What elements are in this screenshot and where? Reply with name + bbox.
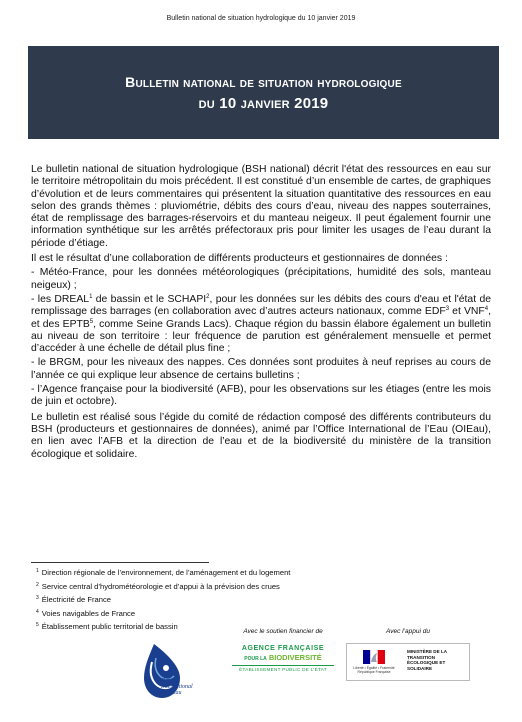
footnote-text: Service central d’hydrométéorologie et d’appui à la prévision des crues [41, 581, 280, 591]
title-line-2: du 10 janvier 2019 [198, 94, 329, 112]
afb-line-2-big: BIODIVERSITÉ [268, 653, 322, 662]
dreal-text-6: , comme Seine Grands Lacs). Chaque région du bassin élabore également un bulletin au niveau de son territoire : leur fréquence de parution est généralement mensuelle et permet d’accéder à une échelle de détail plus fine ; [31, 318, 491, 355]
oieau-line-3: de l’Eau [161, 690, 182, 696]
oieau-line-2: International [161, 684, 193, 690]
afb-line-2 [232, 653, 334, 664]
list-item-meteo: - Météo-France, pour les données météorologiques (précipitations, humidité des sols, manteau neigeux) ; [31, 267, 491, 291]
dreal-text-2: de bassin et le SCHAPI [92, 293, 207, 305]
footnote-text: Établissement public territorial de bassin [41, 622, 178, 632]
footnote-ref-1: 1 [89, 293, 93, 300]
motto-line-1: Liberté • Égalité • Fraternité [353, 666, 395, 670]
body-text [31, 164, 491, 463]
oieau-line-1: Office [161, 677, 178, 684]
footnote-text: Électricité de France [41, 595, 111, 605]
afb-line-3: ÉTABLISSEMENT PUBLIC DE L’ÉTAT [232, 665, 334, 674]
footnote [36, 566, 496, 580]
dreal-text-4: et VNF [449, 306, 485, 318]
running-header: Bulletin national de situation hydrologique du 10 janvier 2019 [166, 15, 356, 22]
afb-line-1: AGENCE FRANÇAISE [241, 645, 325, 652]
intro-paragraph: Le bulletin national de situation hydrologique (BSH national) décrit l'état des ressources en eau sur le territoire métropolitain du mois précédent. Il est constitué d’un ensemble de cartes, de graphiques d’évolution et de leurs commentaires qui présentent la situation quantitative des ressources en eau selon des grands thèmes : pluviométrie, débits des cours d’eau, niveau des nappes souterraines, état de remplissage des barrages-réservoirs et du manteau neigeux. Il peut également fournir une information synthétique sur les arrêtés préfectoraux pris pour limiter les usages de l’eau durant la période d’étiage. [31, 164, 491, 249]
footnote-number: 2 [36, 581, 39, 588]
footnote [36, 607, 496, 621]
motto-line-2: République Française [357, 670, 391, 674]
title-banner [28, 46, 499, 139]
footnote-number: 4 [36, 608, 39, 615]
afb-logo [232, 645, 334, 675]
footnote-number: 1 [36, 568, 39, 574]
dreal-text-3: , pour les données sur les débits des cours d'eau et l'état de remplissage des barrages (en collaboration avec d’autres acteurs nationaux, comme EDF [31, 293, 491, 318]
list-item-brgm: - le BRGM, pour les niveaux des nappes. Ces données sont produites à neuf reprises au cours de l’année ce qui explique leur absence de certains bulletins ; [31, 357, 491, 381]
list-item-dreal [31, 294, 491, 355]
afb-line-2-small: POUR LA [244, 656, 267, 662]
conclusion-paragraph: Le bulletin est réalisé sous l’égide du comité de rédaction composé des différents contributeurs du BSH (producteurs et gestionnaires de données), animé par l’Office International de l’Eau (OIEau), en lien avec l’AFB et la direction de l’eau et de la biodiversité du ministère de la transition écologique et solidaire. [31, 411, 491, 460]
marianne-flag-icon [363, 650, 385, 664]
footnote-text: Direction régionale de l’environnement, de l’aménagement et du logement [41, 568, 291, 577]
footnote-number: 5 [36, 622, 39, 629]
title-line-1: Bulletin national de situation hydrologique [125, 73, 402, 90]
footnote-ref-4: 4 [484, 306, 489, 313]
footnote-text: Voies navigables de France [41, 608, 136, 618]
footnote-ref-5: 5 [89, 318, 94, 325]
footnote-divider [31, 562, 209, 563]
ministere-logo [346, 643, 470, 681]
footnote [36, 580, 496, 594]
footnote [36, 593, 496, 607]
dreal-text-1: - les DREAL [31, 293, 90, 305]
footnote-ref-2: 2 [206, 293, 210, 300]
financial-support-label: Avec le soutien financier de [243, 628, 323, 635]
list-item-afb: - l’Agence française pour la biodiversité (AFB), pour les observations sur les étiages (entre les mois de juin et octobre). [31, 384, 491, 408]
support-label: Avec l’appui du [386, 628, 430, 635]
collaboration-paragraph: Il est le résultat d’une collaboration de différents producteurs et gestionnaires de données : [31, 253, 448, 265]
footnote-ref-3: 3 [445, 306, 450, 313]
footnote-number: 3 [36, 595, 39, 602]
dreal-text-5: , et des EPTB [31, 306, 491, 330]
footnotes [36, 566, 496, 634]
republique-motto [351, 666, 397, 674]
oieau-wordmark [161, 678, 207, 696]
ministere-name: MINISTÈRE DE LA TRANSITION ÉCOLOGIQUE ET SOLIDAIRE [407, 649, 447, 671]
